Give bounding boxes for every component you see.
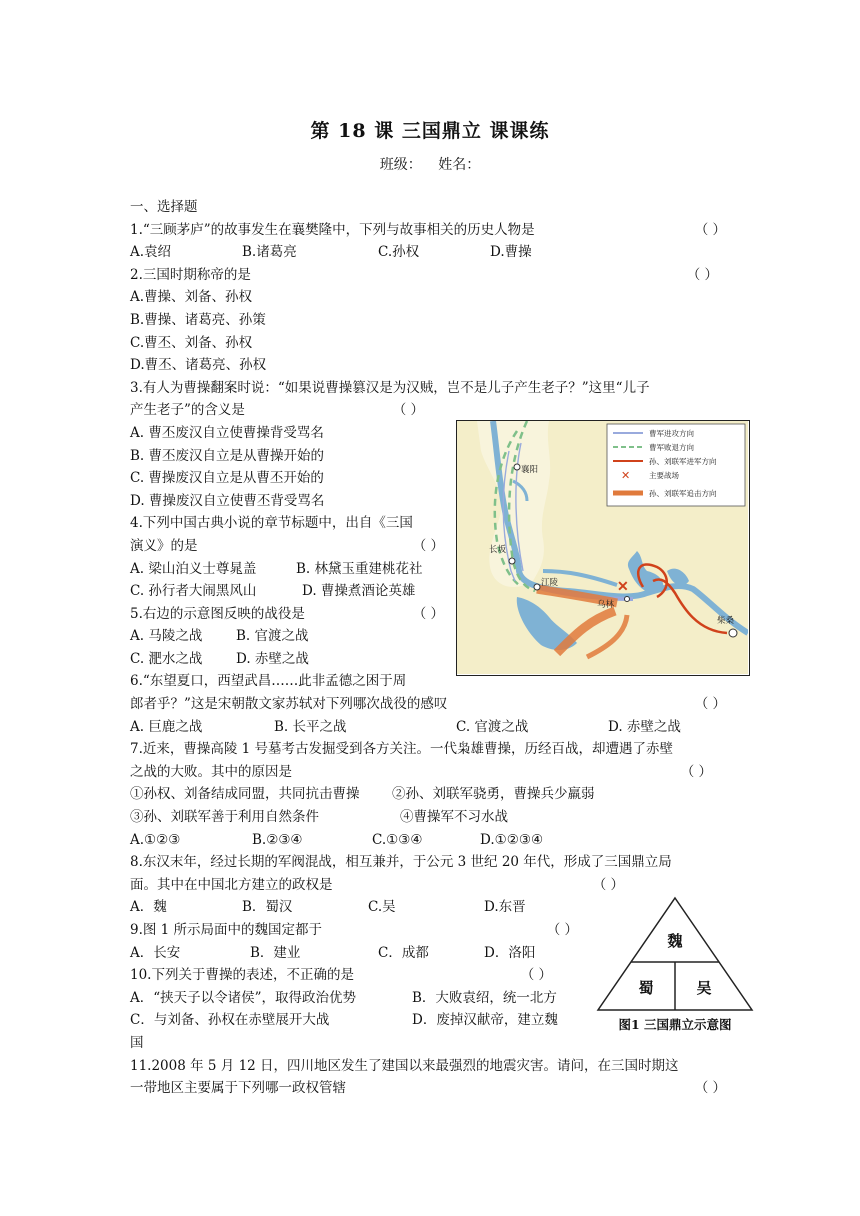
answer-blank: （ ） (694, 1080, 726, 1097)
option: D. 曹操废汉自立使曹丕背受骂名 (130, 492, 325, 509)
q1-options (130, 241, 732, 264)
answer-blank: （ ） (686, 266, 718, 283)
q6-options (130, 716, 732, 739)
legend-label: 孙、刘联军追击方向 (649, 489, 717, 498)
question-6: 6.“东望夏口，西望武昌……此非孟德之困于周 (130, 673, 407, 690)
city-dot (729, 629, 737, 637)
option: B．蜀汉 (242, 899, 293, 916)
place-label: 长坂 (489, 545, 507, 555)
place-label: 柴桑 (717, 616, 735, 626)
question-7-cont: 之战的大败。其中的原因是 （ ） (130, 761, 732, 784)
option: A. 马陵之战 (130, 628, 203, 645)
option: D. 曹操煮酒论英雄 (302, 583, 416, 600)
question-4-cont: 演义》的是 （ ） (130, 535, 448, 558)
q7-items (130, 783, 732, 806)
answer-blank: （ ） (694, 696, 726, 713)
option: B. 林黛玉重建桃花社 (296, 560, 423, 577)
question-4: 4.下列中国古典小说的章节标题中，出自《三国 (130, 515, 413, 532)
three-kingdoms-diagram (594, 896, 756, 1034)
class-label: 班级： (379, 157, 422, 173)
answer-blank: （ ） (520, 967, 552, 984)
legend-label: 主要战场 (649, 471, 679, 480)
question-8-cont: 面。其中在中国北方建立的政权是 （ ） (130, 874, 732, 897)
answer-blank: （ ） (680, 763, 712, 780)
question-11: 11.2008 年 5 月 12 日，四川地区发生了建国以来最强烈的地震灾害。请问，在三国时期这 (130, 1057, 679, 1074)
option-wrap: 国 (130, 1034, 144, 1051)
option: C.曹丕、刘备、孙权 (130, 334, 253, 351)
option: A．“挟天子以令诸侯”，取得政治优势 (130, 989, 357, 1006)
map-drawing (457, 421, 748, 674)
place-label: 襄阳 (521, 465, 539, 475)
option: A.①②③ (130, 831, 181, 848)
option: C.①③④ (372, 831, 423, 848)
option: B．建业 (250, 944, 301, 961)
place-label: 乌林 (597, 600, 615, 610)
legend-battle-icon: ✕ (621, 469, 631, 482)
question-7: 7.近来，曹操高陵 1 号墓考古发掘受到各方关注。一代枭雄曹操，历经百战，却遭遇了赤壁 (130, 741, 674, 758)
answer-blank: （ ） (412, 537, 444, 554)
option: D.曹操 (490, 244, 532, 261)
name-label: 姓名： (438, 157, 481, 173)
answer-blank: （ ） (592, 876, 624, 893)
option: D. 赤壁之战 (236, 650, 309, 667)
option: C. 淝水之战 (130, 650, 203, 667)
battle-mark-icon: ✕ (617, 579, 629, 595)
option: D.①②③④ (480, 831, 544, 848)
answer-blank: （ ） (392, 402, 424, 419)
option: B. 曹丕废汉自立是从曹操开始的 (130, 447, 325, 464)
option: C．与刘备、孙权在赤壁展开大战 (130, 1012, 330, 1029)
city-dot (625, 597, 630, 602)
answer-blank: （ ） (694, 221, 726, 238)
question-8: 8.东汉末年，经过长期的军阀混战，相互兼并，于公元 3 世纪 20 年代，形成了三国鼎立局 (130, 854, 672, 871)
question-10: 10.下列关于曹操的表述，不正确的是 （ ） (130, 964, 552, 987)
option: A.曹操、刘备、孙权 (130, 289, 253, 306)
question-2: 2.三国时期称帝的是 （ ） (130, 264, 732, 287)
legend-label: 曹军进攻方向 (649, 429, 694, 438)
option: B.②③④ (252, 831, 303, 848)
option: C. 孙行者大闹黑风山 (130, 583, 257, 600)
city-dot (509, 558, 515, 564)
city-dot (514, 464, 520, 470)
shu-label: 蜀 (638, 979, 654, 997)
option: A. 梁山泊义士尊晁盖 (130, 560, 257, 577)
place-label: 江陵 (541, 578, 559, 588)
option: A. 曹丕废汉自立使曹操背受骂名 (130, 424, 324, 441)
question-6-cont: 郎者乎？”这是宋朝散文家苏轼对下列哪次战役的感叹 （ ） (130, 693, 732, 716)
option: A．魏 (130, 899, 167, 916)
wei-label: 魏 (667, 932, 683, 950)
option: A．长安 (130, 944, 181, 961)
option: C.吴 (368, 899, 396, 916)
q7-items (130, 806, 732, 829)
question-1: 1.“三顾茅庐”的故事发生在襄樊隆中，下列与故事相关的历史人物是 （ ） (130, 219, 732, 242)
answer-blank: （ ） (412, 605, 444, 622)
question-9: 9.图 1 所示局面中的魏国定都于 （ ） (130, 919, 578, 942)
q7-options (130, 829, 732, 852)
option: D. 赤壁之战 (608, 718, 681, 735)
question-3-cont: 产生老子”的含义是 （ ） (130, 399, 448, 422)
option: D.曹丕、诸葛亮、孙权 (130, 357, 267, 374)
option: A. 巨鹿之战 (130, 718, 203, 735)
wu-label: 吴 (696, 979, 712, 997)
option: D．洛阳 (484, 944, 536, 961)
figure-caption: 图1 三国鼎立示意图 (618, 1017, 732, 1032)
option: D.东晋 (484, 899, 526, 916)
option: D．废掉汉献帝，建立魏 (412, 1012, 558, 1029)
legend-label: 曹军败退方向 (649, 443, 694, 452)
legend-label: 孙、刘联军进军方向 (649, 457, 717, 466)
statement: ②孙、刘联军骁勇，曹操兵少羸弱 (392, 786, 595, 803)
section-heading: 一、选择题 (130, 199, 198, 215)
question-5: 5.右边的示意图反映的战役是 （ ） (130, 603, 448, 626)
city-dot (534, 584, 540, 590)
statement: ④曹操军不习水战 (400, 809, 508, 826)
triangle-drawing (594, 896, 756, 1034)
option: C.孙权 (378, 244, 420, 261)
option: B.曹操、诸葛亮、孙策 (130, 311, 266, 328)
page-title: 第 18 课 三国鼎立 课课练 (310, 120, 550, 142)
statement: ③孙、刘联军善于利用自然条件 (130, 809, 319, 826)
option: C．成都 (378, 944, 429, 961)
student-info (0, 154, 860, 174)
battle-map (456, 420, 750, 676)
answer-blank: （ ） (546, 922, 578, 938)
option: B．大败袁绍，统一北方 (412, 989, 557, 1006)
option: B. 长平之战 (274, 718, 347, 735)
option: C. 官渡之战 (456, 718, 529, 735)
option: B.诸葛亮 (242, 244, 297, 261)
question-3: 3.有人为曹操翻案时说：“如果说曹操篡汉是为汉贼，岂不是儿子产生老子？”这里“儿子 (130, 379, 650, 396)
question-11-cont: 一带地区主要属于下列哪一政权管辖 （ ） (130, 1077, 732, 1100)
option: C. 曹操废汉自立是从曹丕开始的 (130, 470, 324, 487)
option: A.袁绍 (130, 244, 172, 261)
option: B. 官渡之战 (236, 628, 309, 645)
statement: ①孙权、刘备结成同盟，共同抗击曹操 (130, 786, 360, 803)
